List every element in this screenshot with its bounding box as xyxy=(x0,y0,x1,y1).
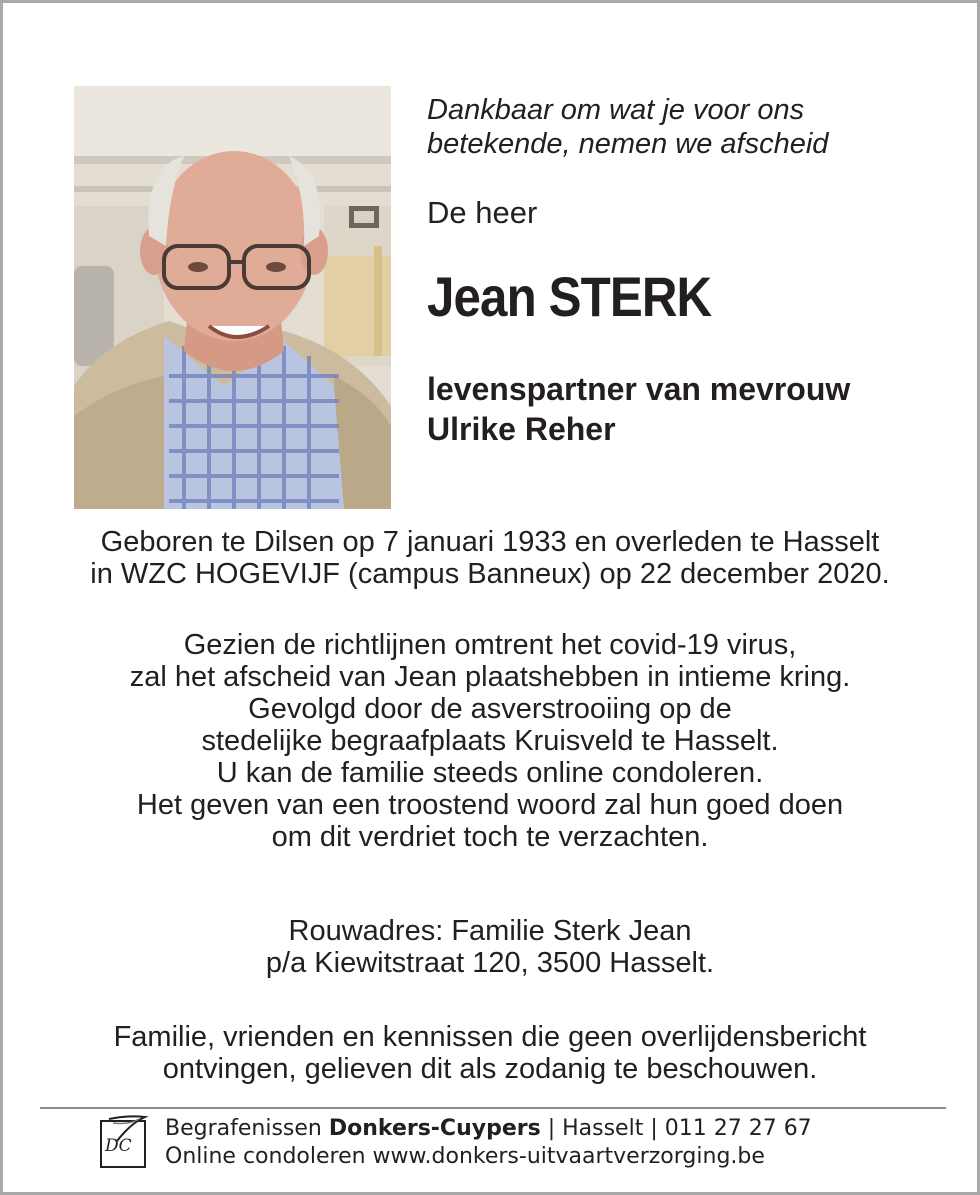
paragraph-line: Geboren te Dilsen op 7 januari 1933 en overleden te Hasselt xyxy=(100,526,880,558)
footer-company-line xyxy=(165,1115,945,1143)
company-name: Donkers-Cuypers xyxy=(328,1116,541,1141)
paragraph-line: Gezien de richtlijnen omtrent het covid-19 virus, xyxy=(183,629,797,661)
paragraph-line: om dit verdriet toch te verzachten. xyxy=(271,821,709,853)
paragraph-line: zal het afscheid van Jean plaatshebben in intieme kring. xyxy=(129,661,851,693)
footer-info xyxy=(165,1115,945,1171)
footer-divider xyxy=(40,1107,946,1109)
footer-online-condolence: Online condoleren www.donkers-uitvaartverzorging.be xyxy=(165,1144,765,1169)
birth-death-paragraph xyxy=(3,526,977,590)
notice-paragraph xyxy=(3,1021,977,1085)
paragraph-line: p/a Kiewitstraat 120, 3500 Hasselt. xyxy=(265,947,715,979)
paragraph-line: in WZC HOGEVIJF (campus Banneux) op 22 december 2020. xyxy=(90,558,890,590)
motto-line: Dankbaar om wat je voor ons xyxy=(427,94,805,126)
paragraph-line: stedelijke begraafplaats Kruisveld te Hasselt. xyxy=(201,725,779,757)
partner-line: levenspartner van mevrouw xyxy=(427,371,851,407)
paragraph-line: Rouwadres: Familie Sterk Jean xyxy=(288,915,692,947)
footer-location-phone: | Hasselt | 011 27 27 67 xyxy=(547,1116,812,1141)
footer-prefix: Begrafenissen xyxy=(165,1116,322,1141)
paragraph-line: Familie, vrienden en kennissen die geen overlijdensbericht xyxy=(113,1021,867,1053)
motto-line: betekende, nemen we afscheid xyxy=(427,128,829,160)
paragraph-line: Gevolgd door de asverstrooiing op de xyxy=(248,693,732,725)
portrait-photo-graphic xyxy=(74,86,391,509)
logo-letters: DC xyxy=(105,1136,132,1156)
funeral-home-logo xyxy=(99,1115,149,1171)
honorific: De heer xyxy=(427,195,538,230)
paragraph-line: ontvingen, gelieven dit als zodanig te beschouwen. xyxy=(162,1053,818,1085)
partner-line: Ulrike Reher xyxy=(427,411,616,447)
address-paragraph xyxy=(3,915,977,979)
partner-info xyxy=(427,369,967,449)
paragraph-line: U kan de familie steeds online condoleren. xyxy=(216,757,764,789)
funeral-home-logo-graphic xyxy=(99,1115,149,1171)
ceremony-paragraph xyxy=(3,629,977,853)
deceased-name: Jean STERK xyxy=(427,265,712,328)
portrait-photo xyxy=(74,86,391,509)
motto xyxy=(427,93,947,161)
paragraph-line: Het geven van een troostend woord zal hun goed doen xyxy=(136,789,844,821)
